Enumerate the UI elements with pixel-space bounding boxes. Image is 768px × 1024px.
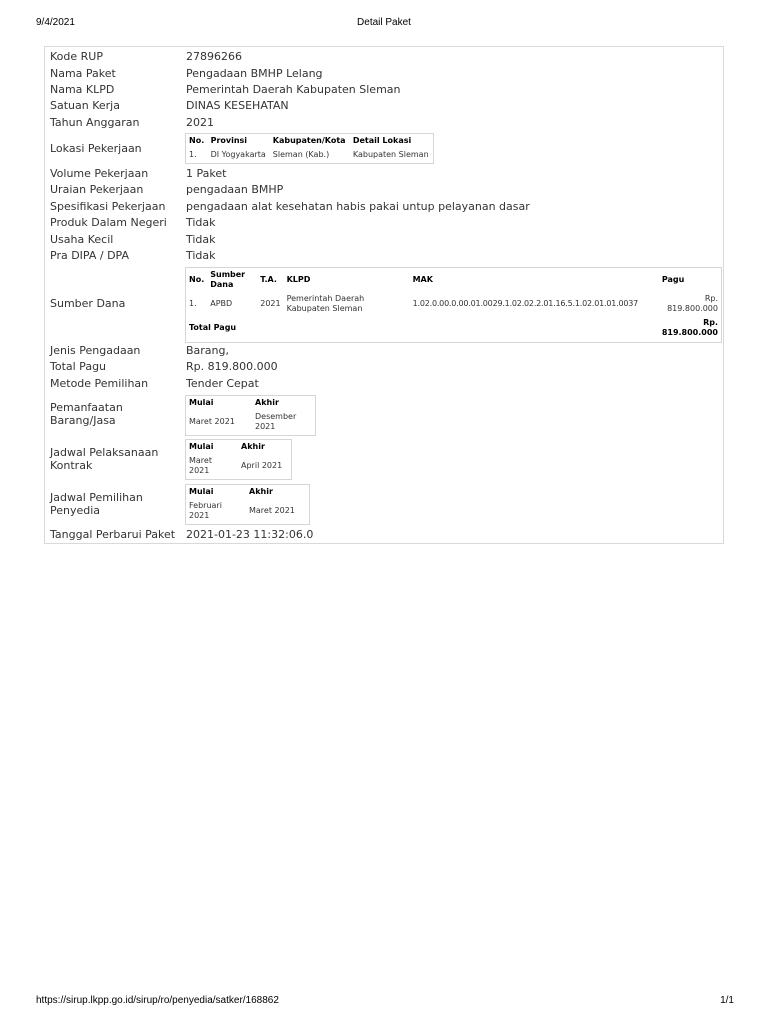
- label-tahun-anggaran: Tahun Anggaran: [50, 116, 140, 129]
- label-pemanfaatan-line2: Barang/Jasa: [50, 414, 116, 427]
- value-jenis-pengadaan: Barang,: [186, 344, 230, 357]
- label-total-pagu: Total Pagu: [50, 360, 107, 373]
- lokasi-cell-detail: Kabupaten Sleman: [352, 150, 429, 159]
- lokasi-table: [186, 134, 433, 162]
- label-jadwal-kontrak-line1: Jadwal Pelaksanaan: [50, 446, 159, 459]
- label-sumber-dana: Sumber Dana: [50, 297, 126, 310]
- pemanfaatan-header: [186, 396, 315, 410]
- value-total-pagu: Rp. 819.800.000: [186, 360, 278, 373]
- lokasi-h-kabupaten: Kabupaten/Kota: [272, 136, 346, 145]
- label-pra-dipa: Pra DIPA / DPA: [50, 249, 129, 262]
- label-jenis-pengadaan: Jenis Pengadaan: [50, 344, 141, 357]
- sd-h-klpd: KLPD: [286, 275, 311, 284]
- kt-cell-mulai: [186, 454, 238, 478]
- label-spesifikasi-pekerjaan: Spesifikasi Pekerjaan: [50, 200, 166, 213]
- label-jadwal-pemilihan: [50, 491, 182, 517]
- pm-cell-akhir-line2: 2021: [255, 422, 276, 431]
- detail-paket-card: [44, 46, 724, 544]
- label-kode-rup: Kode RUP: [50, 50, 103, 63]
- pemilihan-table: [186, 485, 309, 523]
- label-jadwal-pemilihan-line2: Penyedia: [50, 504, 101, 517]
- sd-cell-klpd: [284, 292, 410, 316]
- pemilihan-table-box: [185, 484, 310, 525]
- value-tanggal-perbarui: 2021-01-23 11:32:06.0: [186, 528, 314, 541]
- sd-cell-pagu-line1: Rp.: [704, 294, 718, 303]
- value-tahun-anggaran: 2021: [186, 116, 214, 129]
- label-jadwal-kontrak: [50, 446, 182, 472]
- pl-cell-mulai: [186, 499, 246, 523]
- sd-total-line1: Rp.: [703, 318, 718, 327]
- lokasi-h-provinsi: Provinsi: [210, 136, 248, 145]
- pl-h-akhir: Akhir: [249, 487, 273, 496]
- label-lokasi-pekerjaan: Lokasi Pekerjaan: [50, 142, 142, 155]
- print-title: Detail Paket: [357, 17, 411, 28]
- sd-cell-no: 1.: [189, 299, 197, 308]
- sd-cell-klpd-line1: Pemerintah Daerah: [286, 294, 365, 303]
- pemanfaatan-table: [186, 396, 315, 434]
- label-jadwal-kontrak-line2: Kontrak: [50, 459, 93, 472]
- kt-h-akhir: Akhir: [241, 442, 265, 451]
- pm-cell-mulai: Maret 2021: [189, 417, 235, 426]
- kt-cell-akhir: April 2021: [241, 461, 283, 470]
- table-row: [186, 292, 721, 316]
- sd-h-sumber: [207, 268, 257, 292]
- table-row: [186, 454, 291, 478]
- value-spesifikasi-pekerjaan: pengadaan alat kesehatan habis pakai untup pelayanan dasar: [186, 200, 530, 213]
- sd-h-sumber-line2: Dana: [210, 280, 234, 289]
- pl-cell-akhir: Maret 2021: [249, 506, 295, 515]
- label-metode-pemilihan: Metode Pemilihan: [50, 377, 149, 390]
- sumber-dana-table: [186, 268, 721, 340]
- pm-h-akhir: Akhir: [255, 398, 279, 407]
- kontrak-header: [186, 440, 291, 454]
- pl-h-mulai: Mulai: [189, 487, 214, 496]
- value-nama-klpd: Pemerintah Daerah Kabupaten Sleman: [186, 83, 401, 96]
- label-nama-paket: Nama Paket: [50, 67, 116, 80]
- value-kode-rup: 27896266: [186, 50, 242, 63]
- pemanfaatan-table-box: [185, 395, 316, 436]
- pm-cell-akhir-line1: Desember: [255, 412, 297, 421]
- label-pemanfaatan: [50, 401, 182, 427]
- value-usaha-kecil: Tidak: [186, 233, 216, 246]
- value-volume-pekerjaan: 1 Paket: [186, 167, 227, 180]
- lokasi-table-header: [186, 134, 433, 148]
- sd-total-value: [659, 316, 721, 340]
- table-row: [186, 410, 315, 434]
- table-row: [186, 499, 309, 523]
- pemilihan-header: [186, 485, 309, 499]
- label-uraian-pekerjaan: Uraian Pekerjaan: [50, 183, 144, 196]
- value-produk-dalam-negeri: Tidak: [186, 216, 216, 229]
- sumber-dana-total-row: [186, 316, 721, 340]
- sumber-dana-header: [186, 268, 721, 292]
- table-row: [186, 148, 433, 162]
- sd-h-pagu: Pagu: [661, 275, 685, 284]
- pm-h-mulai: Mulai: [189, 398, 214, 407]
- kt-cell-mulai-line2: 2021: [189, 466, 210, 475]
- lokasi-cell-provinsi: DI Yogyakarta: [210, 150, 266, 159]
- sumber-dana-table-box: [185, 267, 722, 343]
- value-satuan-kerja: DINAS KESEHATAN: [186, 99, 289, 112]
- label-usaha-kecil: Usaha Kecil: [50, 233, 114, 246]
- label-produk-dalam-negeri: Produk Dalam Negeri: [50, 216, 167, 229]
- sd-h-no: No.: [189, 275, 205, 284]
- sd-total-line2: 819.800.000: [661, 328, 718, 337]
- sd-h-sumber-line1: Sumber: [210, 270, 246, 279]
- value-nama-paket: Pengadaan BMHP Lelang: [186, 67, 323, 80]
- sd-cell-pagu: [659, 292, 721, 316]
- value-uraian-pekerjaan: pengadaan BMHP: [186, 183, 284, 196]
- print-page-number: 1/1: [720, 995, 734, 1006]
- lokasi-h-no: No.: [189, 136, 205, 145]
- label-nama-klpd: Nama KLPD: [50, 83, 115, 96]
- print-url[interactable]: https://sirup.lkpp.go.id/sirup/ro/penyedia/satker/168862: [36, 995, 279, 1006]
- sd-cell-klpd-line2: Kabupaten Sleman: [286, 304, 363, 313]
- label-satuan-kerja: Satuan Kerja: [50, 99, 120, 112]
- sd-h-ta: T.A.: [260, 275, 277, 284]
- kt-h-mulai: Mulai: [189, 442, 214, 451]
- print-date: 9/4/2021: [36, 17, 75, 28]
- lokasi-cell-kabupaten: Sleman (Kab.): [272, 150, 330, 159]
- kt-cell-mulai-line1: Maret: [189, 456, 212, 465]
- label-pemanfaatan-line1: Pemanfaatan: [50, 401, 123, 414]
- pm-cell-akhir: [252, 410, 315, 434]
- label-volume-pekerjaan: Volume Pekerjaan: [50, 167, 149, 180]
- pl-cell-mulai-line1: Februari: [189, 501, 222, 510]
- kontrak-table-box: [185, 439, 292, 480]
- sd-total-label: Total Pagu: [189, 323, 237, 332]
- label-tanggal-perbarui: Tanggal Perbarui Paket: [50, 528, 176, 541]
- kontrak-table: [186, 440, 291, 478]
- value-metode-pemilihan: Tender Cepat: [186, 377, 259, 390]
- pl-cell-mulai-line2: 2021: [189, 511, 210, 520]
- sd-cell-mak: 1.02.0.00.0.00.01.0029.1.02.02.2.01.16.5.1.02.01.01.0037: [412, 299, 639, 308]
- lokasi-cell-no: 1.: [189, 150, 197, 159]
- label-jadwal-pemilihan-line1: Jadwal Pemilihan: [50, 491, 143, 504]
- value-pra-dipa: Tidak: [186, 249, 216, 262]
- lokasi-h-detail: Detail Lokasi: [352, 136, 412, 145]
- sd-cell-ta: 2021: [260, 299, 281, 308]
- lokasi-table-box: [185, 133, 434, 164]
- sd-cell-sumber: APBD: [210, 299, 233, 308]
- sd-cell-pagu-line2: 819.800.000: [667, 304, 718, 313]
- sd-h-mak: MAK: [412, 275, 433, 284]
